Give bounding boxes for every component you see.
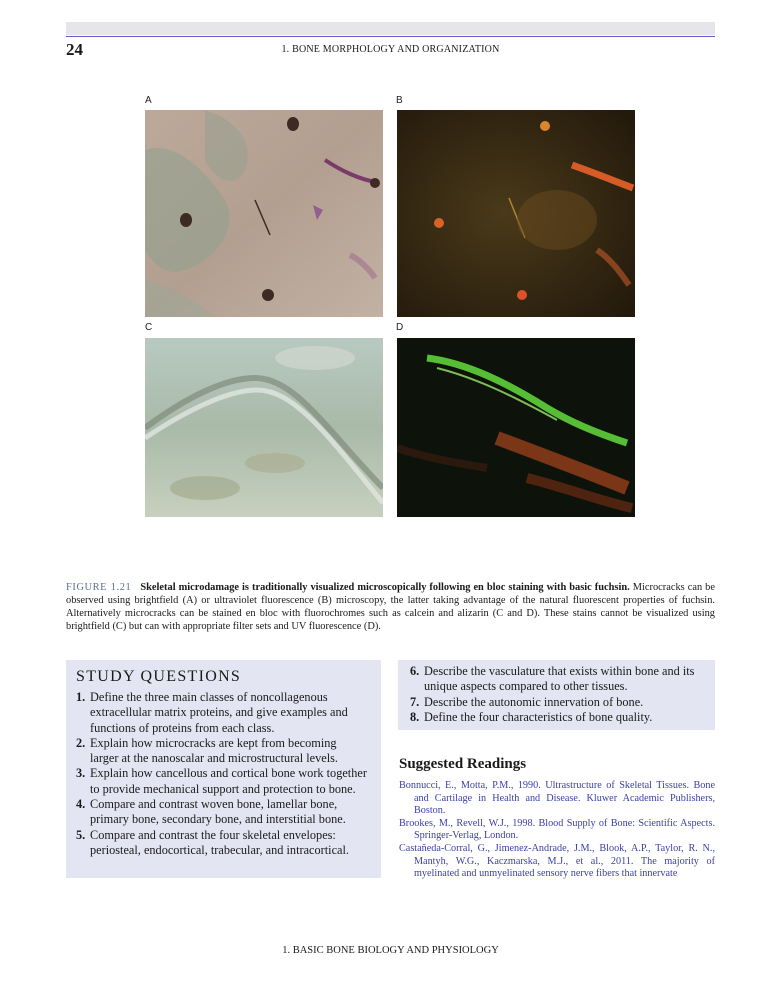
question-text: Explain how cancellous and cortical bone work together to provide mechanical support and protection to bone.: [90, 766, 367, 796]
header-band: [66, 22, 715, 35]
question-item: [76, 690, 368, 736]
study-questions-list-continued: [410, 664, 708, 725]
question-item: [76, 797, 368, 828]
figure-caption: [66, 582, 715, 634]
panel-label-c: C: [145, 322, 153, 333]
reference-list: [399, 780, 715, 881]
question-text: Describe the vasculature that exists within bone and its unique aspects compared to other tissues.: [424, 664, 695, 694]
reference-item[interactable]: Bonnucci, E., Motta, P.M., 1990. Ultrastructure of Skeletal Tissues. Bone and Cartilage in Health and Disease. Kluwer Academic Publishers, Boston.: [399, 780, 715, 817]
page-number: 24: [66, 40, 83, 59]
question-text: Define the four characteristics of bone quality.: [424, 709, 653, 724]
question-item: [76, 828, 368, 859]
question-number: 4.: [76, 797, 86, 812]
micrograph-panel-a: [145, 110, 383, 317]
question-number: 1.: [76, 690, 86, 704]
question-text: Compare and contrast woven bone, lamellar bone, primary bone, secondary bone, and interstitial bone.: [90, 797, 346, 827]
question-text: Define the three main classes of noncollagenous extracellular matrix proteins, and give examples and functions of proteins from each class.: [90, 690, 348, 735]
study-questions-title: STUDY QUESTIONS: [76, 668, 242, 685]
reference-item[interactable]: Castañeda-Corral, G., Jimenez-Andrade, J.M., Blook, A.P., Taylor, R. N., Mantyh, W.G., Kaczmarska, M.J., et al., 2011. The majority of myelinated and unmyelinated sensory nerve fibers that innervate: [399, 842, 715, 880]
suggested-readings-title: Suggested Readings: [399, 756, 527, 772]
panel-label-d: D: [396, 322, 404, 333]
micrograph-panel-b: [397, 110, 635, 317]
micrograph-panel-c: [145, 338, 383, 517]
question-item: [76, 766, 368, 797]
panel-label-b: B: [396, 95, 403, 106]
question-item: [410, 710, 708, 725]
question-text: Explain how microcracks are kept from becoming larger at the nanoscalar and microstructural levels.: [90, 735, 338, 766]
figure-label: FIGURE 1.21: [66, 582, 132, 593]
question-number: 2.: [76, 735, 86, 750]
question-number: 8.: [410, 709, 420, 724]
question-text: Compare and contrast the four skeletal envelopes: periosteal, endocortical, trabecular, and intracortical.: [90, 827, 349, 857]
caption-body: Microcracks can be observed using brightfield (A) or ultraviolet fluorescence (B) microscopy, the latter taking advantage of the natural fluorescent properties of fuchsin. Alternatively microcracks can be stained en bloc with fluorochromes such as calcein and alizarin (C and D). These stains cannot be visualized using brightfield (C) but can with appropriate filter sets and UV fluorescence (D).: [66, 582, 715, 632]
page-footer: 1. BASIC BONE BIOLOGY AND PHYSIOLOGY: [282, 945, 499, 956]
question-number: 7.: [410, 694, 420, 709]
question-item: [410, 695, 708, 710]
micrograph-panel-d: [397, 338, 635, 517]
running-head: 1. BONE MORPHOLOGY AND ORGANIZATION: [281, 44, 500, 55]
question-item: [76, 736, 368, 767]
header-rule: [66, 36, 715, 37]
question-number: 5.: [76, 827, 86, 842]
question-number: 6.: [410, 664, 420, 678]
caption-title: Skeletal microdamage is traditionally visualized microscopically following en bloc staining with basic fuchsin.: [140, 582, 630, 593]
question-number: 3.: [76, 766, 86, 781]
question-item: [410, 664, 708, 695]
panel-label-a: A: [145, 95, 152, 106]
question-text: Describe the autonomic innervation of bone.: [424, 694, 644, 709]
reference-item[interactable]: Brookes, M., Revell, W.J., 1998. Blood Supply of Bone: Scientific Aspects. Springer-Verlag, London.: [399, 817, 715, 842]
study-questions-list: [76, 690, 368, 858]
